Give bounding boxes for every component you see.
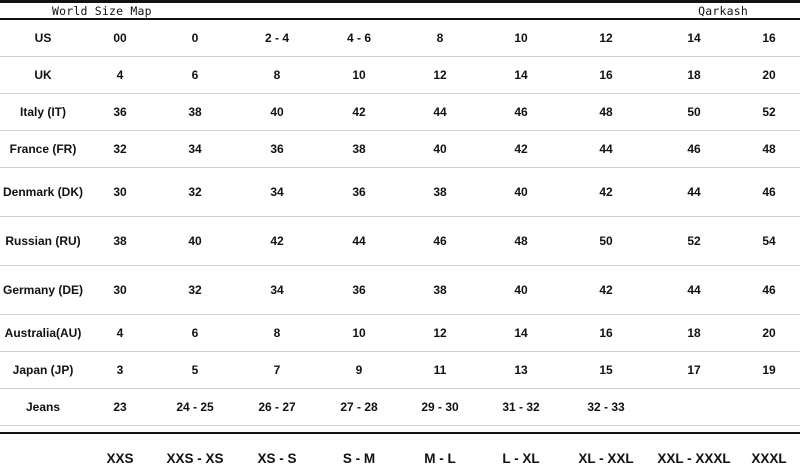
table-cell: 26 - 27 (236, 389, 318, 426)
table-cell: 5 (154, 352, 236, 389)
table-row (0, 131, 800, 168)
table-cell: 42 (236, 217, 318, 266)
table-cell: 00 (86, 20, 154, 57)
table-row (0, 266, 800, 315)
row-label: US (0, 20, 86, 57)
table-cell: 32 (86, 131, 154, 168)
table-cell: 13 (480, 352, 562, 389)
table-cell: 36 (236, 131, 318, 168)
table-cell: 42 (562, 266, 650, 315)
table-cell: 34 (154, 131, 236, 168)
row-label: UK (0, 57, 86, 94)
table-cell: 20 (738, 57, 800, 94)
table-cell: 44 (318, 217, 400, 266)
table-cell: 31 - 32 (480, 389, 562, 426)
table-cell: 16 (738, 20, 800, 57)
size-table (0, 20, 800, 426)
table-cell: 3 (86, 352, 154, 389)
table-cell: 29 - 30 (400, 389, 480, 426)
table-cell: 44 (650, 266, 738, 315)
row-label: Denmark (DK) (0, 168, 86, 217)
table-cell: 14 (480, 315, 562, 352)
table-cell: 40 (480, 168, 562, 217)
table-cell: 0 (154, 20, 236, 57)
table-cell: 7 (236, 352, 318, 389)
table-cell (738, 389, 800, 426)
table-cell: 34 (236, 168, 318, 217)
table-cell: 38 (86, 217, 154, 266)
table-row (0, 168, 800, 217)
table-cell: 44 (562, 131, 650, 168)
footer-size: XXL - XXXL (657, 450, 731, 466)
footer-size: XXS (106, 450, 134, 466)
footer-divider (0, 432, 800, 434)
row-label: France (FR) (0, 131, 86, 168)
table-cell: 46 (650, 131, 738, 168)
table-cell: 15 (562, 352, 650, 389)
table-cell: 32 (154, 266, 236, 315)
table-cell: 48 (738, 131, 800, 168)
table-cell: 30 (86, 266, 154, 315)
table-cell: 20 (738, 315, 800, 352)
table-cell: 40 (236, 94, 318, 131)
table-row (0, 20, 800, 57)
table-cell: 6 (154, 315, 236, 352)
table-cell: 48 (480, 217, 562, 266)
footer-size: XS - S (257, 450, 297, 466)
footer-size: XL - XXL (578, 450, 634, 466)
row-label: Jeans (0, 389, 86, 426)
table-row (0, 389, 800, 426)
row-label: Australia(AU) (0, 315, 86, 352)
table-cell: 40 (480, 266, 562, 315)
table-cell: 46 (738, 168, 800, 217)
table-row (0, 57, 800, 94)
table-cell: 4 (86, 315, 154, 352)
table-cell: 9 (318, 352, 400, 389)
table-cell: 19 (738, 352, 800, 389)
table-cell: 46 (738, 266, 800, 315)
table-cell: 52 (650, 217, 738, 266)
table-cell: 38 (318, 131, 400, 168)
brand-name: Qarkash (698, 4, 748, 18)
table-cell: 18 (650, 315, 738, 352)
row-label: Japan (JP) (0, 352, 86, 389)
table-cell: 4 (86, 57, 154, 94)
table-cell: 36 (318, 168, 400, 217)
table-cell: 12 (400, 315, 480, 352)
table-cell: 10 (318, 315, 400, 352)
table-cell: 8 (400, 20, 480, 57)
table-cell: 10 (318, 57, 400, 94)
table-cell: 32 - 33 (562, 389, 650, 426)
table-cell: 4 - 6 (318, 20, 400, 57)
table-cell: 42 (318, 94, 400, 131)
table-cell: 27 - 28 (318, 389, 400, 426)
table-cell: 36 (318, 266, 400, 315)
row-label: Italy (IT) (0, 94, 86, 131)
table-cell: 12 (400, 57, 480, 94)
footer-size: XXS - XS (166, 450, 224, 466)
table-cell: 38 (400, 266, 480, 315)
table-cell: 16 (562, 57, 650, 94)
table-cell: 38 (154, 94, 236, 131)
table-cell: 34 (236, 266, 318, 315)
table-cell: 24 - 25 (154, 389, 236, 426)
table-cell (650, 389, 738, 426)
table-cell: 46 (400, 217, 480, 266)
row-label: Russian (RU) (0, 217, 86, 266)
table-cell: 36 (86, 94, 154, 131)
table-row (0, 352, 800, 389)
table-cell: 38 (400, 168, 480, 217)
table-cell: 30 (86, 168, 154, 217)
row-label: Germany (DE) (0, 266, 86, 315)
chart-header-bar (0, 0, 800, 20)
table-cell: 46 (480, 94, 562, 131)
table-cell: 50 (650, 94, 738, 131)
table-row (0, 315, 800, 352)
footer-row (0, 444, 800, 472)
table-cell: 18 (650, 57, 738, 94)
table-cell: 54 (738, 217, 800, 266)
table-cell: 16 (562, 315, 650, 352)
footer-size: XXXL (751, 450, 787, 466)
footer-corner (0, 444, 86, 472)
table-cell: 11 (400, 352, 480, 389)
table-cell: 50 (562, 217, 650, 266)
table-cell: 8 (236, 315, 318, 352)
table-cell: 14 (480, 57, 562, 94)
table-cell: 42 (562, 168, 650, 217)
table-cell: 42 (480, 131, 562, 168)
table-row (0, 94, 800, 131)
table-cell: 44 (400, 94, 480, 131)
table-cell: 48 (562, 94, 650, 131)
table-cell: 23 (86, 389, 154, 426)
footer-size-row (0, 444, 800, 472)
chart-title: World Size Map (52, 4, 152, 18)
table-cell: 44 (650, 168, 738, 217)
footer-size: S - M (342, 450, 376, 466)
table-cell: 32 (154, 168, 236, 217)
table-cell: 52 (738, 94, 800, 131)
table-cell: 40 (154, 217, 236, 266)
table-row (0, 217, 800, 266)
table-cell: 17 (650, 352, 738, 389)
footer-size: M - L (424, 450, 456, 466)
footer-size: L - XL (502, 450, 540, 466)
table-cell: 8 (236, 57, 318, 94)
table-cell: 10 (480, 20, 562, 57)
table-cell: 14 (650, 20, 738, 57)
table-cell: 12 (562, 20, 650, 57)
table-cell: 40 (400, 131, 480, 168)
table-cell: 6 (154, 57, 236, 94)
table-cell: 2 - 4 (236, 20, 318, 57)
